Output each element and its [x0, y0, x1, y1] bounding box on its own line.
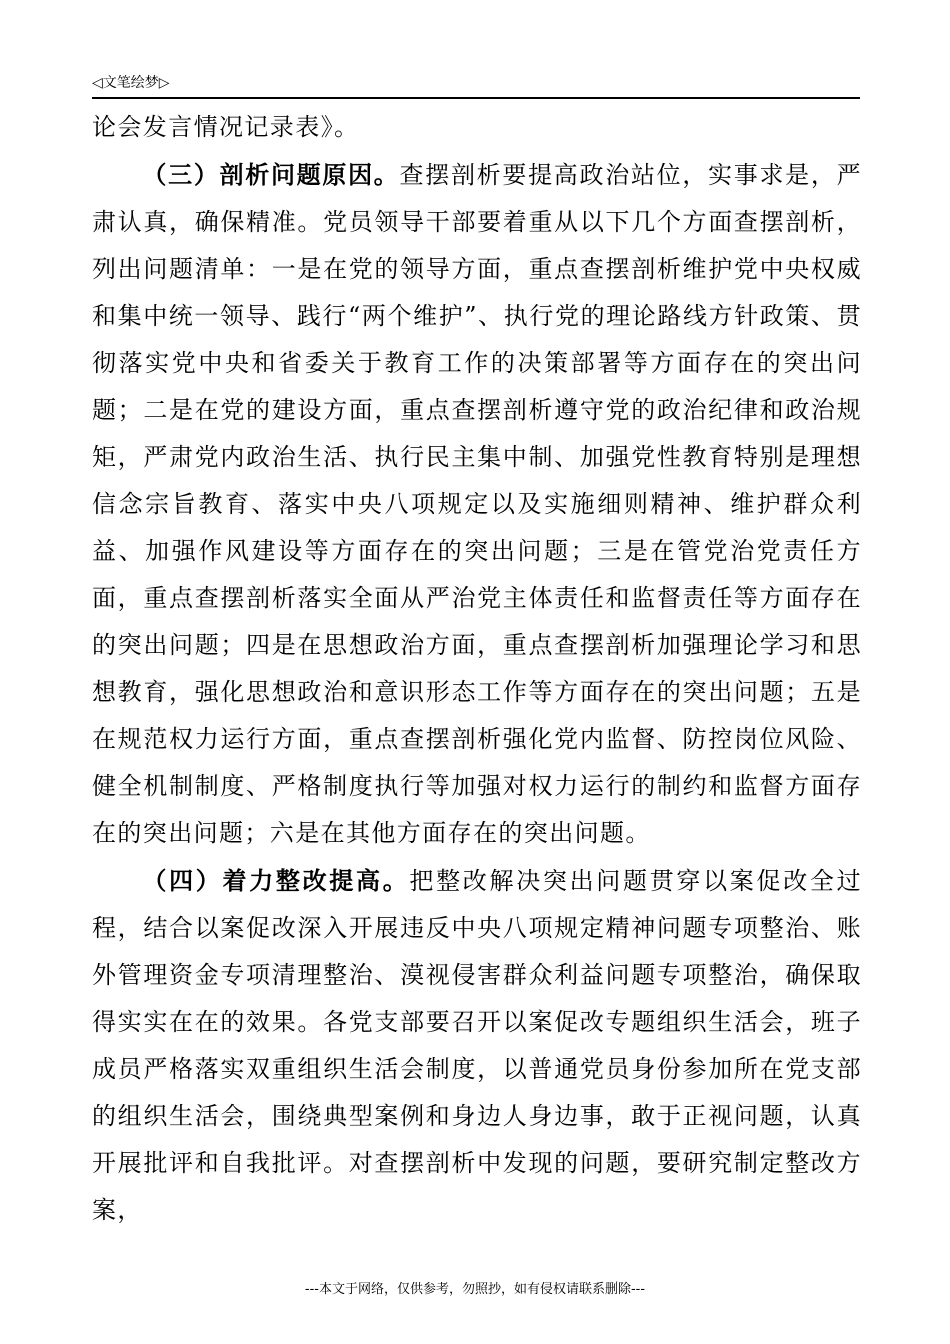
section-4-paragraph	[92, 857, 862, 1234]
header-logo: ◁文笔绘梦▷	[92, 75, 170, 91]
continuation-paragraph: 论会发言情况记录表》。	[92, 113, 360, 141]
section-3-paragraph	[92, 151, 862, 857]
section-3-heading: （三）剖析问题原因。	[142, 160, 400, 189]
section-4-heading: （四）着力整改提高。	[142, 866, 410, 895]
page-footer-disclaimer: ---本文于网络，仅供参考，勿照抄，如有侵权请联系删除---	[304, 1282, 646, 1297]
section-4-text: 把整改解决突出问题贯穿以案促改全过程，结合以案促改深入开展违反中央八项规定精神问题专项整治、账外管理资金专项清理整治、漠视侵害群众利益问题专项整治，确保取得实实在在的效果。各党支部要召开以案促改专题组织生活会，班子成员严格落实双重组织生活会制度，以普通党员身份参加所在党支部的组织生活会，围绕典型案例和身边人身边事，敢于正视问题，认真开展批评和自我批评。对查摆剖析中发现的问题，要研究制定整改方案，	[92, 867, 862, 1224]
page-header	[92, 73, 860, 99]
document-body	[92, 104, 862, 1234]
section-3-text: 查摆剖析要提高政治站位，实事求是，严肃认真，确保精准。党员领导干部要着重从以下几个方面查摆剖析，列出问题清单：一是在党的领导方面，重点查摆剖析维护党中央权威和集中统一领导、践行“两个维护”、执行党的理论路线方针政策、贯彻落实党中央和省委关于教育工作的决策部署等方面存在的突出问题；二是在党的建设方面，重点查摆剖析遵守党的政治纪律和政治规矩，严肃党内政治生活、执行民主集中制、加强党性教育特别是理想信念宗旨教育、落实中央八项规定以及实施细则精神、维护群众利益、加强作风建设等方面存在的突出问题；三是在管党治党责任方面，重点查摆剖析落实全面从严治党主体责任和监督责任等方面存在的突出问题；四是在思想政治方面，重点查摆剖析加强理论学习和思想教育，强化思想政治和意识形态工作等方面存在的突出问题；五是在规范权力运行方面，重点查摆剖析强化党内监督、防控岗位风险、健全机制制度、严格制度执行等加强对权力运行的制约和监督方面存在的突出问题；六是在其他方面存在的突出问题。	[92, 161, 863, 847]
